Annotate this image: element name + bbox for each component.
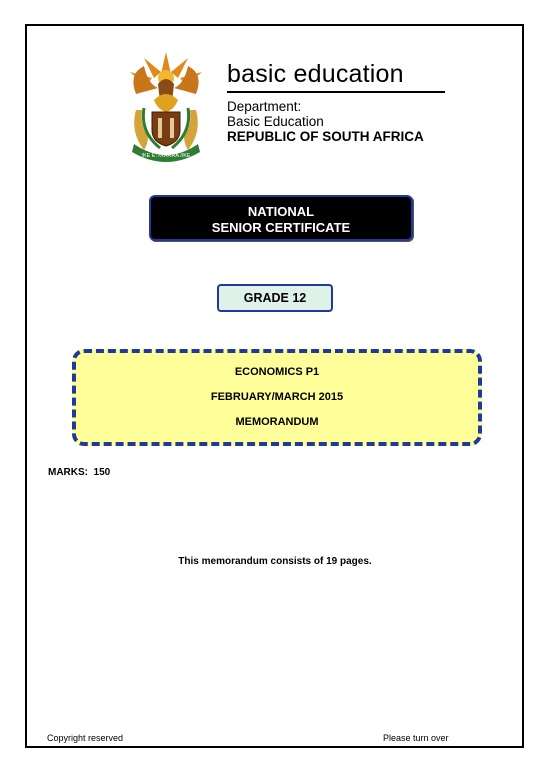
certificate-line-1: NATIONAL — [247, 204, 315, 219]
exam-doc-type: MEMORANDUM — [235, 416, 319, 428]
certificate-banner — [149, 195, 413, 241]
certificate-line-2: SENIOR CERTIFICATE — [211, 220, 351, 235]
grade-badge: GRADE 12 — [217, 284, 333, 312]
department-label: Department: — [227, 98, 302, 114]
footer-copyright: Copyright reserved — [47, 733, 124, 743]
motto-text: !KE E: /XARRA //KE — [141, 153, 191, 159]
exam-session: FEBRUARY/MARCH 2015 — [210, 391, 344, 403]
marks-total: MARKS: 150 — [48, 467, 111, 478]
brand-title: basic education — [227, 60, 404, 88]
department-branding — [227, 60, 449, 144]
exam-info-box — [72, 349, 482, 446]
department-name: Basic Education — [227, 113, 324, 129]
coat-of-arms-logo — [114, 44, 218, 162]
page-count-note: This memorandum consists of 19 pages. — [178, 556, 372, 567]
country-name: REPUBLIC OF SOUTH AFRICA — [227, 128, 424, 144]
exam-subject: ECONOMICS P1 — [234, 366, 320, 378]
footer-turn-over: Please turn over — [383, 733, 449, 743]
brand-divider — [227, 91, 445, 93]
